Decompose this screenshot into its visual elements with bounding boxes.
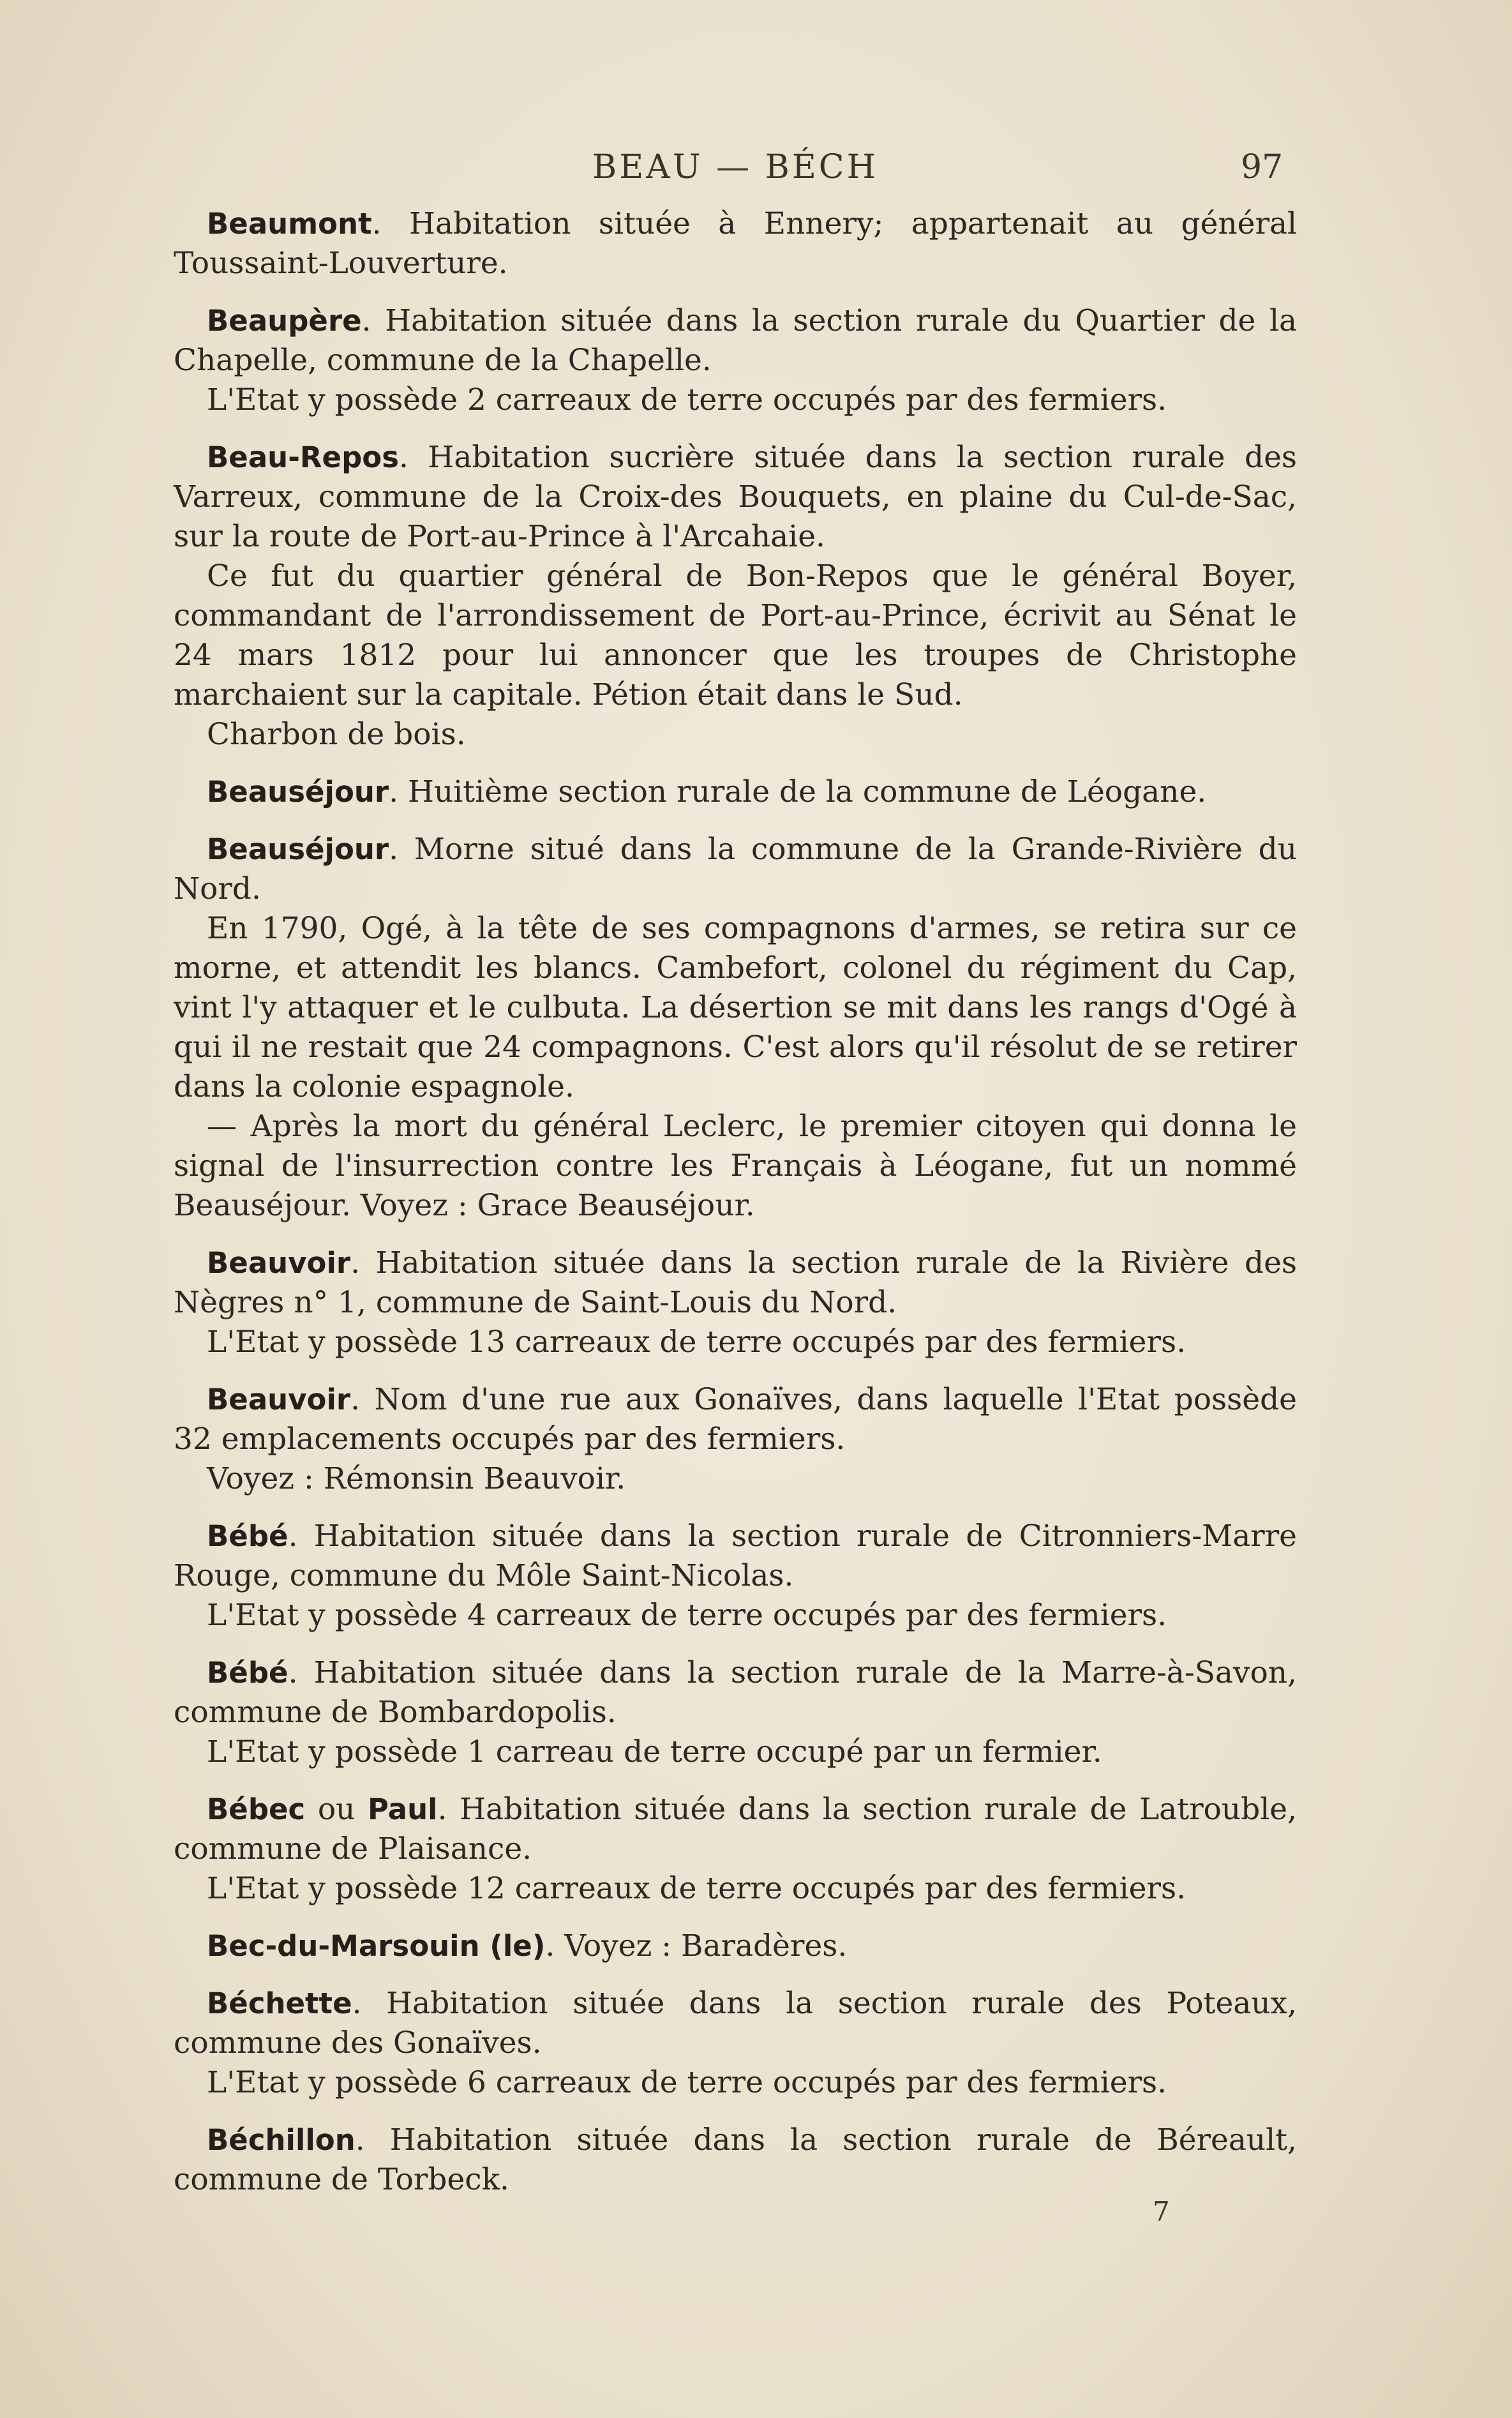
entry-text: Charbon de bois.: [207, 717, 466, 752]
entry-headword: Bébé: [207, 1519, 288, 1553]
entry-headword: Beaupère: [207, 304, 362, 338]
dictionary-entry: [174, 1926, 1297, 1966]
entry-headword: Bec-du-Marsouin: [207, 1929, 480, 1963]
entry-text: L'Etat y possède 1 carreau de terre occupé par un fermier.: [207, 1734, 1102, 1769]
entry-definition: [174, 204, 1297, 283]
dictionary-entry: [174, 204, 1297, 283]
entry-text: Ce fut du quartier général de Bon-Repos que le général Boyer, commandant de l'arrondissement de Port-au-Prince, écrivit au Sénat le 24 mars 1812 pour lui annoncer que les troupes de Christophe marchaient sur la capitale. Pétion était dans le Sud.: [174, 559, 1297, 712]
entry-paragraph: [174, 557, 1297, 715]
entry-text: L'Etat y possède 12 carreaux de terre occupés par des fermiers.: [207, 1871, 1186, 1906]
dictionary-entry: [174, 1243, 1297, 1362]
page-header: [0, 148, 1512, 193]
dictionary-entry: [174, 301, 1297, 420]
entry-definition: [174, 1790, 1297, 1869]
entry-text: . Habitation située dans la section rurale de Latrouble, commune de Plaisance.: [174, 1792, 1297, 1866]
headword-suffix: (le): [479, 1929, 546, 1963]
dictionary-entry: [174, 830, 1297, 1226]
dictionary-entry: [174, 1984, 1297, 2103]
entry-headword: Bébé: [207, 1656, 288, 1690]
entry-definition: [174, 438, 1297, 557]
entry-paragraph: [174, 1323, 1297, 1362]
entry-definition: [174, 2121, 1297, 2200]
entry-paragraph: [174, 380, 1297, 420]
entry-definition: [174, 1926, 1297, 1966]
entry-headword: Beaumont: [207, 207, 372, 241]
entry-definition: [174, 1517, 1297, 1596]
entry-headword: Beauvoir: [207, 1383, 351, 1416]
entry-text: . Morne situé dans la commune de la Grande-Rivière du Nord.: [174, 832, 1297, 906]
entry-text: En 1790, Ogé, à la tête de ses compagnons d'armes, se retira sur ce morne, et attendit les blancs. Cambefort, colonel du régiment du Cap, vint l'y attaquer et le culbuta. La désertion se mit dans les rangs d'Ogé à qui il ne restait que 24 compagnons. C'est alors qu'il résolut de se retirer dans la colonie espagnole.: [174, 911, 1297, 1104]
entry-headword: Beau-Repos: [207, 440, 399, 474]
entry-definition: [174, 1380, 1297, 1459]
entry-text: . Habitation située dans la section rurale de Béreault, commune de Torbeck.: [174, 2122, 1297, 2197]
dictionary-entries: [174, 204, 1297, 2218]
entry-paragraph: [174, 1107, 1297, 1226]
dictionary-entry: [174, 772, 1297, 812]
entry-headword: Béchillon: [207, 2123, 356, 2157]
entry-definition: [174, 1243, 1297, 1323]
entry-alt-headword: Paul: [367, 1792, 438, 1826]
entry-headword: Beauséjour: [207, 832, 389, 866]
page-number: 97: [1241, 148, 1284, 186]
entry-paragraph: [174, 909, 1297, 1107]
entry-paragraph: [174, 1732, 1297, 1772]
entry-text: . Habitation située dans la section rurale de la Marre-à-Savon, commune de Bombardopolis.: [174, 1655, 1297, 1730]
entry-headword: Beauvoir: [207, 1246, 351, 1280]
dictionary-entry: [174, 1517, 1297, 1635]
entry-paragraph: [174, 1596, 1297, 1635]
entry-text: . Habitation située dans la section rurale de Citronniers-Marre Rouge, commune du Môle Saint-Nicolas.: [174, 1519, 1297, 1593]
entry-definition: [174, 1653, 1297, 1732]
entry-definition: [174, 830, 1297, 909]
running-head: BEAU — BÉCH: [592, 148, 878, 186]
dictionary-entry: [174, 438, 1297, 755]
entry-definition: [174, 772, 1297, 812]
entry-text: . Habitation située dans la section rurale des Poteaux, commune des Gonaïves.: [174, 1986, 1297, 2061]
dictionary-entry: [174, 2121, 1297, 2200]
entry-paragraph: [174, 2063, 1297, 2103]
dictionary-entry: [174, 1380, 1297, 1499]
entry-text: L'Etat y possède 4 carreaux de terre occupés par des fermiers.: [207, 1598, 1167, 1633]
entry-text: L'Etat y possède 6 carreaux de terre occupés par des fermiers.: [207, 2065, 1167, 2100]
entry-headword: Beauséjour: [207, 775, 389, 809]
entry-text: Voyez : Rémonsin Beauvoir.: [207, 1461, 626, 1496]
entry-definition: [174, 301, 1297, 380]
entry-headword: Bébec: [207, 1792, 306, 1826]
entry-paragraph: [174, 1869, 1297, 1909]
dictionary-entry: [174, 1790, 1297, 1909]
entry-text: . Voyez : Baradères.: [545, 1928, 848, 1964]
signature-mark: 7: [1153, 2196, 1170, 2227]
entry-headword: Béchette: [207, 1986, 352, 2020]
entry-text: . Huitième section rurale de la commune de Léogane.: [389, 774, 1207, 809]
entry-text: L'Etat y possède 13 carreaux de terre occupés par des fermiers.: [207, 1325, 1186, 1360]
entry-definition: [174, 1984, 1297, 2063]
entry-paragraph: [174, 715, 1297, 755]
dictionary-entry: [174, 1653, 1297, 1772]
headword-joiner: ou: [305, 1792, 368, 1827]
entry-text: . Habitation située dans la section rurale de la Rivière des Nègres n° 1, commune de Saint-Louis du Nord.: [174, 1245, 1297, 1320]
entry-text: . Nom d'une rue aux Gonaïves, dans laquelle l'Etat possède 32 emplacements occupés par des fermiers.: [174, 1382, 1297, 1457]
entry-text: . Habitation sucrière située dans la section rurale des Varreux, commune de la Croix-des Bouquets, en plaine du Cul-de-Sac, sur la route de Port-au-Prince à l'Arcahaie.: [174, 440, 1297, 554]
entry-text: . Habitation située à Ennery; appartenait au général Toussaint-Louverture.: [174, 206, 1297, 281]
entry-paragraph: [174, 1459, 1297, 1499]
entry-text: L'Etat y possède 2 carreaux de terre occupés par des fermiers.: [207, 382, 1167, 417]
entry-text: . Habitation située dans la section rurale du Quartier de la Chapelle, commune de la Chapelle.: [174, 303, 1297, 378]
entry-text: — Après la mort du général Leclerc, le premier citoyen qui donna le signal de l'insurrection contre les Français à Léogane, fut un nommé Beauséjour. Voyez : Grace Beauséjour.: [174, 1109, 1297, 1223]
